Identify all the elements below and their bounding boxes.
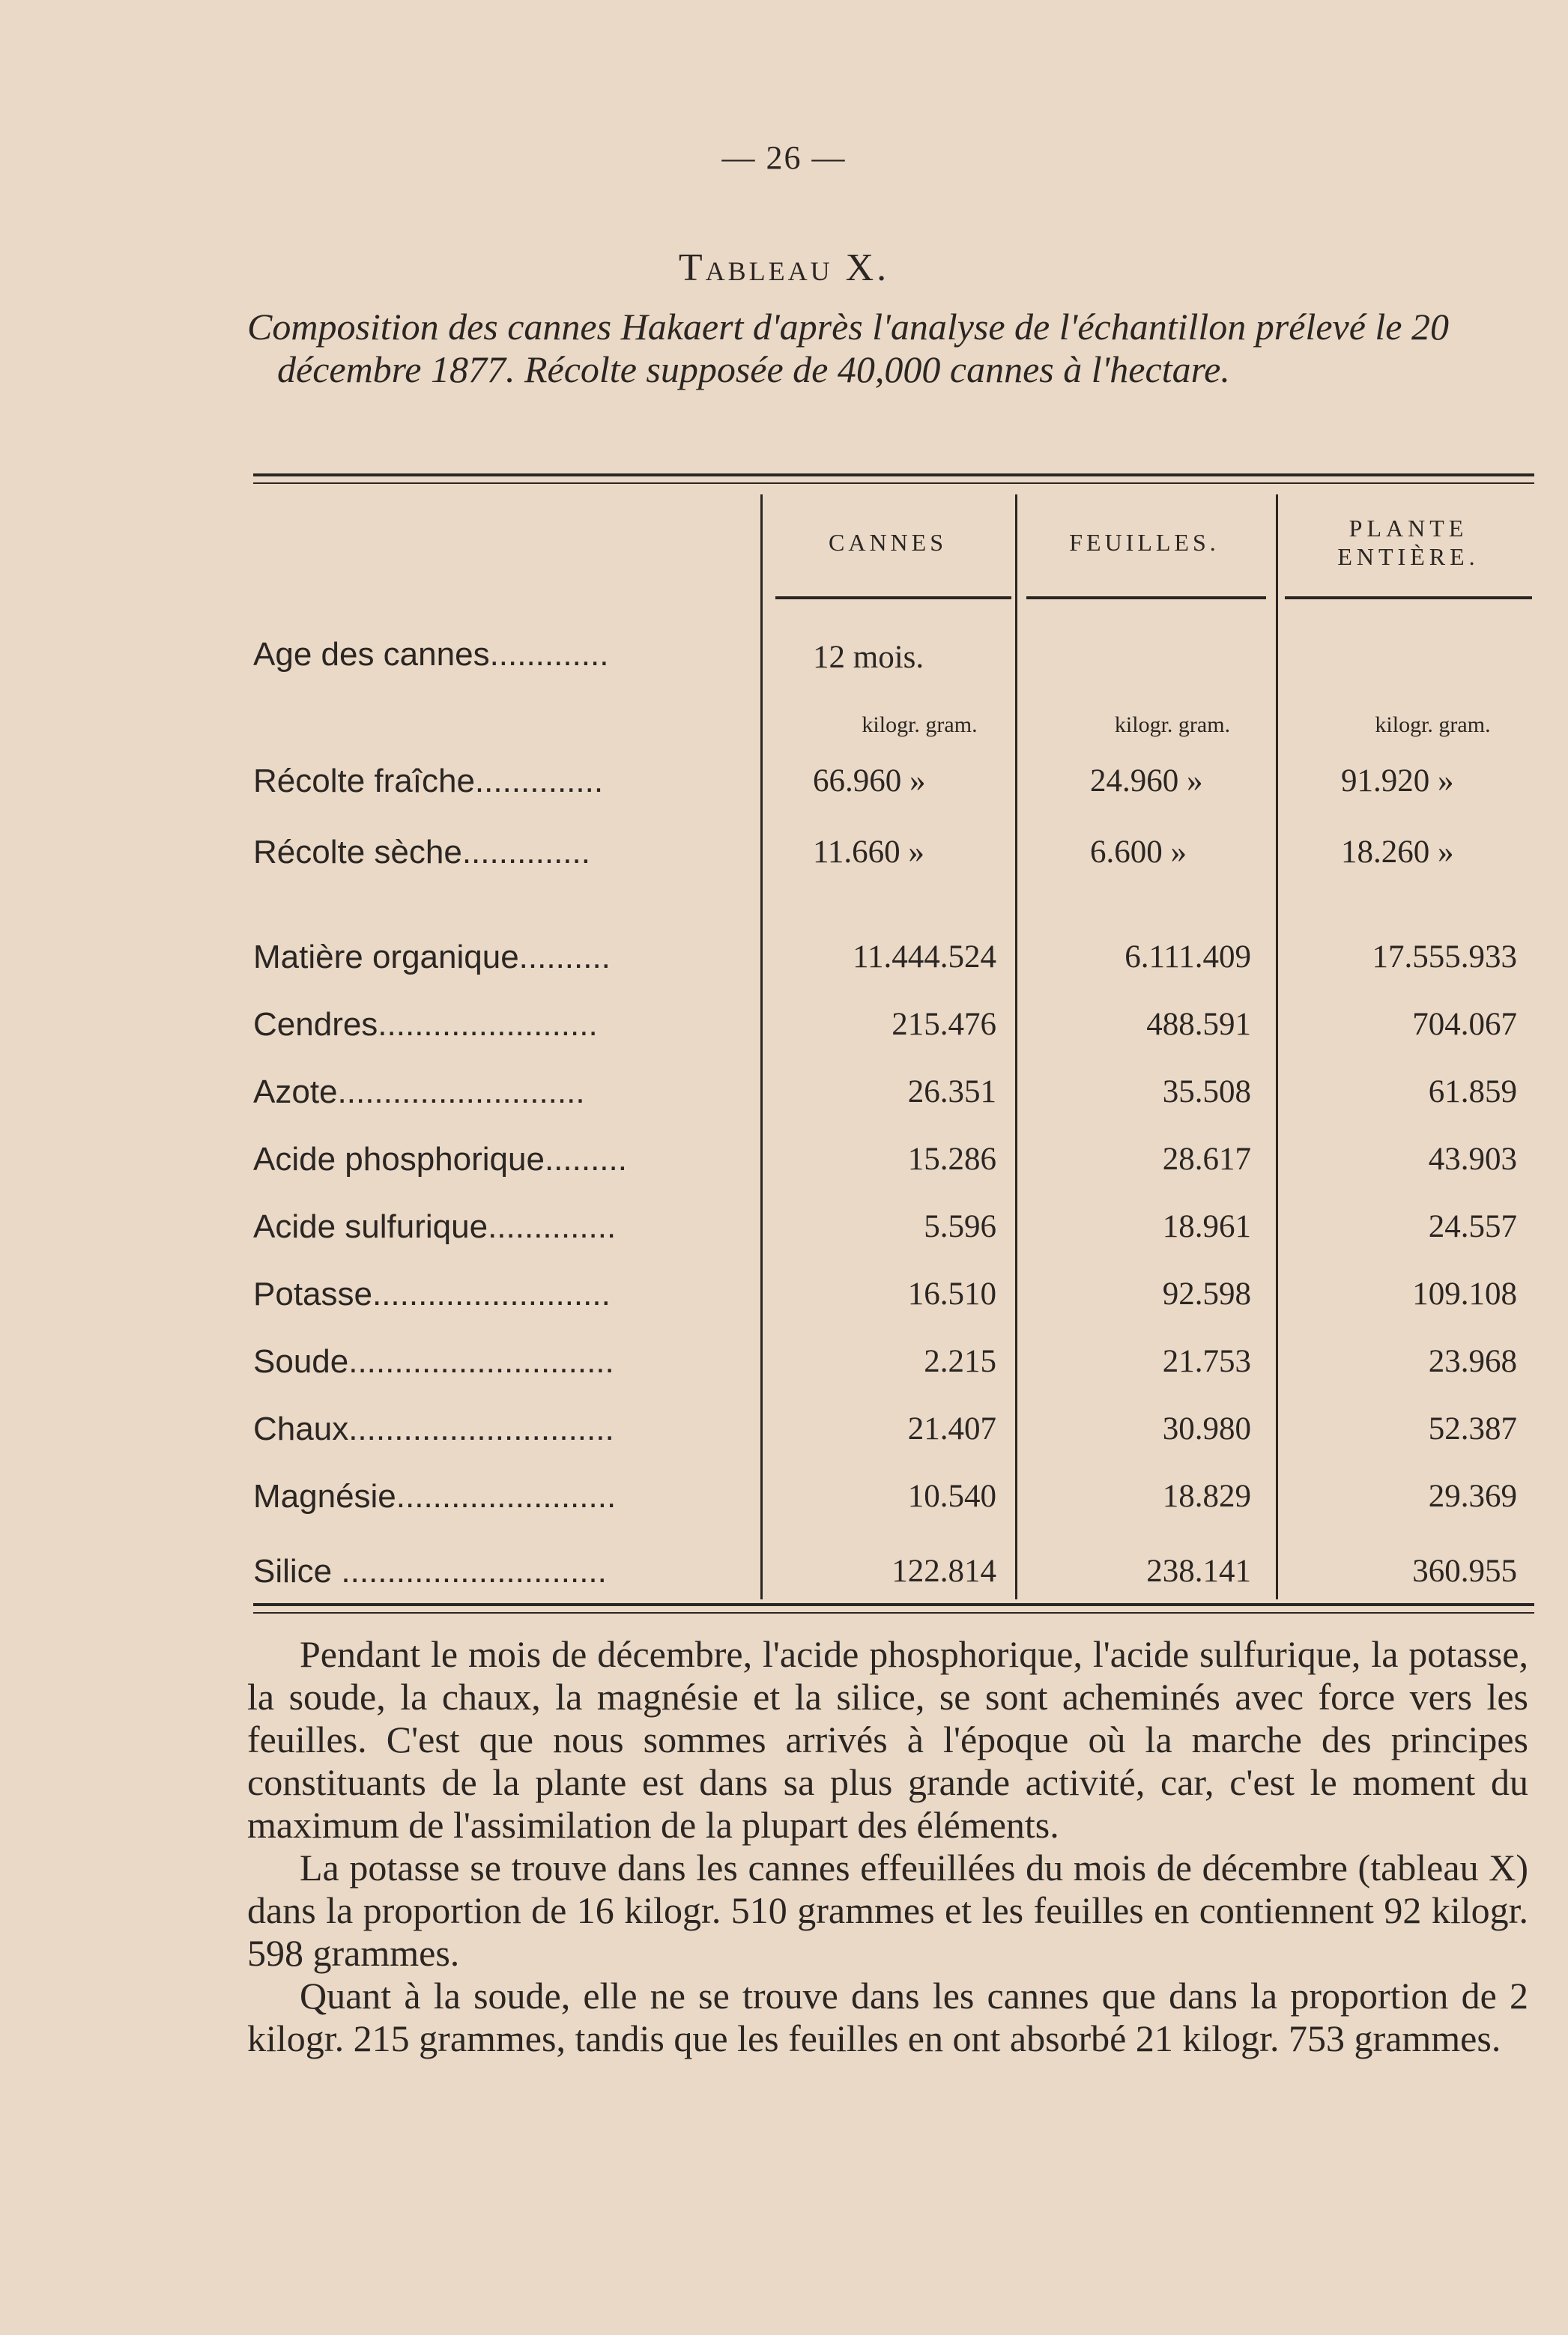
paragraph: Quant à la soude, elle ne se trouve dans les cannes que dans la proportion de 2 kilogr. 215 grammes, tandis que les feuilles en ont absorbé 21 kilogr. 753 grammes. <box>247 1975 1528 2059</box>
row-label: Silice ............................. <box>253 1553 607 1590</box>
cell-feuilles: 24.960 » <box>1090 763 1203 799</box>
top-rule-thin <box>253 482 1534 484</box>
paragraph: Pendant le mois de décembre, l'acide phosphorique, l'acide sulfurique, la potasse, la soude, la chaux, la magnésie et la silice, se sont acheminés avec force vers les feuilles. C'est que nous sommes arrivés à l'époque où la marche des principes constituants de la plante est dans sa plus grande activité, car, c'est le moment du maximum de l'assimilation de la plupart des éléments. <box>247 1633 1528 1846</box>
row-label-age: Age des cannes............. <box>253 636 609 673</box>
header-rule-feuilles <box>1026 596 1266 599</box>
cell-cannes: 15.286 <box>907 1142 996 1177</box>
row-label: Acide phosphorique......... <box>253 1141 627 1178</box>
row-label: Cendres........................ <box>253 1006 598 1043</box>
row-label: Matière organique.......... <box>253 939 611 975</box>
cell-feuilles: 35.508 <box>1162 1074 1251 1109</box>
column-divider-3 <box>1276 494 1278 1599</box>
cell-feuilles: 21.753 <box>1162 1344 1251 1379</box>
cell-feuilles: 28.617 <box>1162 1142 1251 1177</box>
cell-cannes: 215.476 <box>892 1007 996 1042</box>
page-number: — 26 — <box>721 139 847 176</box>
cell-plante: 52.387 <box>1428 1411 1517 1447</box>
cell-plante: 17.555.933 <box>1372 939 1517 975</box>
row-label: Acide sulfurique.............. <box>253 1208 617 1245</box>
row-label: Potasse.......................... <box>253 1276 611 1312</box>
row-label: Azote........................... <box>253 1073 585 1110</box>
bottom-rule <box>253 1603 1534 1606</box>
cell-plante: 109.108 <box>1412 1276 1517 1312</box>
row-label: Chaux............................. <box>253 1411 614 1447</box>
row-label: Magnésie........................ <box>253 1478 617 1515</box>
body-text <box>247 1633 1528 2060</box>
cell-plante: 43.903 <box>1428 1142 1517 1177</box>
column-header-feuilles: FEUILLES. <box>1069 529 1220 556</box>
cell-feuilles: 92.598 <box>1162 1276 1251 1312</box>
cell-cannes: 16.510 <box>907 1276 996 1312</box>
age-value: 12 mois. <box>813 640 924 675</box>
cell-plante: 360.955 <box>1412 1554 1517 1589</box>
cell-feuilles: 488.591 <box>1146 1007 1251 1042</box>
cell-feuilles: 18.961 <box>1162 1209 1251 1244</box>
column-divider-1 <box>760 494 763 1599</box>
cell-feuilles: 238.141 <box>1146 1554 1251 1589</box>
row-label: Récolte sèche.............. <box>253 834 590 870</box>
top-rule <box>253 473 1534 476</box>
row-label: Récolte fraîche.............. <box>253 763 604 799</box>
cell-cannes: 2.215 <box>924 1344 996 1379</box>
unit-feuilles: kilogr. gram. <box>1114 712 1231 737</box>
cell-plante: 29.369 <box>1428 1479 1517 1514</box>
table-title: Tableau X. <box>678 246 890 289</box>
paragraph: La potasse se trouve dans les cannes effeuillées du mois de décembre (tableau X) dans la proportion de 16 kilogr. 510 grammes et les feuilles en contiennent 92 kilogr. 598 grammes. <box>247 1847 1528 1974</box>
cell-cannes: 11.660 » <box>813 835 924 870</box>
cell-plante: 91.920 » <box>1341 763 1454 799</box>
cell-plante: 24.557 <box>1428 1209 1517 1244</box>
table-caption: Composition des cannes Hakaert d'après l'analyse de l'échantillon prélevé le 20 décembre 1877. Récolte supposée de 40,000 cannes à l'hectare. <box>247 306 1449 390</box>
column-divider-2 <box>1015 494 1017 1599</box>
unit-plante: kilogr. gram. <box>1375 712 1491 737</box>
cell-cannes: 5.596 <box>924 1209 996 1244</box>
cell-feuilles: 6.600 » <box>1090 835 1187 870</box>
unit-cannes: kilogr. gram. <box>862 712 978 737</box>
cell-feuilles: 30.980 <box>1162 1411 1251 1447</box>
cell-cannes: 10.540 <box>907 1479 996 1514</box>
cell-plante: 18.260 » <box>1341 835 1454 870</box>
cell-cannes: 66.960 » <box>813 763 926 799</box>
cell-cannes: 26.351 <box>907 1074 996 1109</box>
cell-cannes: 122.814 <box>892 1554 996 1589</box>
column-header-cannes: CANNES <box>828 529 947 556</box>
column-header-plante-entiere: PLANTE ENTIÈRE. <box>1337 515 1480 570</box>
header-rule-plante <box>1285 596 1532 599</box>
cell-feuilles: 18.829 <box>1162 1479 1251 1514</box>
cell-plante: 704.067 <box>1412 1007 1517 1042</box>
cell-cannes: 11.444.524 <box>853 939 996 975</box>
bottom-rule-thin <box>253 1612 1534 1614</box>
cell-cannes: 21.407 <box>907 1411 996 1447</box>
row-label: Soude............................. <box>253 1343 614 1380</box>
header-rule-cannes <box>775 596 1011 599</box>
cell-feuilles: 6.111.409 <box>1124 939 1251 975</box>
cell-plante: 23.968 <box>1428 1344 1517 1379</box>
cell-plante: 61.859 <box>1428 1074 1517 1109</box>
